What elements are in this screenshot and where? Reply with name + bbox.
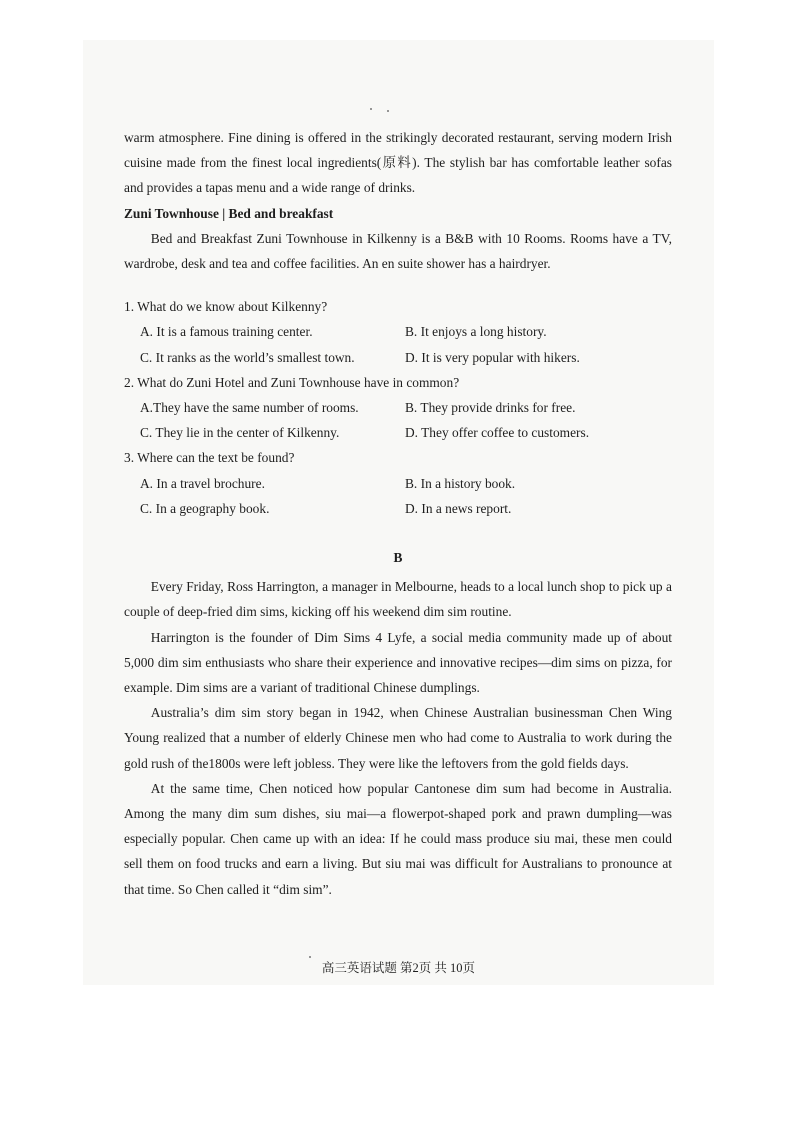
option-b[interactable]: B. It enjoys a long history. xyxy=(405,324,547,340)
passage-b-paragraph: At the same time, Chen noticed how popular Cantonese dim sum had become in Australia. Among the many dim sum dishes, siu mai—a flowerpot-shaped pork and prawn dumpling—was especially popular. Chen came up with an idea: If he could mass produce siu mai, these men could sell them on food trucks and earn a living. But siu mai was difficult for Australians to pronounce at that time. So Chen called it “dim sim”. xyxy=(124,780,672,897)
option-c[interactable]: C. In a geography book. xyxy=(140,500,270,516)
answer-options xyxy=(124,471,672,521)
question-3 xyxy=(124,445,672,521)
passage-b-paragraph: Every Friday, Ross Harrington, a manager in Melbourne, heads to a local lunch shop to pick up a couple of deep-fried dim sims, kicking off his weekend dim sim routine. xyxy=(124,579,672,620)
passage-b-paragraph: Harrington is the founder of Dim Sims 4 Lyfe, a social media community made up of about 5,000 dim sim enthusiasts who share their experience and innovative recipes—dim sims on pizza, for example. Dim sims are a variant of traditional Chinese dumplings. xyxy=(124,629,672,696)
scan-speck xyxy=(387,110,389,112)
page-content xyxy=(124,125,672,902)
option-a[interactable]: A.They have the same number of rooms. xyxy=(140,400,359,416)
answer-options xyxy=(124,395,672,445)
option-c[interactable]: C. They lie in the center of Kilkenny. xyxy=(140,425,340,441)
option-b[interactable]: B. They provide drinks for free. xyxy=(405,400,576,416)
passage-b-paragraph: Australia’s dim sim story began in 1942, when Chinese Australian businessman Chen Wing Young realized that a number of elderly Chinese men who had come to Australia to work during the gold rush of the1800s were left jobless. They were like the leftovers from the gold fields days. xyxy=(124,705,672,771)
townhouse-paragraph: Bed and Breakfast Zuni Townhouse in Kilkenny is a B&B with 10 Rooms. Rooms have a TV, wardrobe, desk and tea and coffee facilities. An en suite shower has a hairdryer. xyxy=(124,230,672,272)
option-d[interactable]: D. In a news report. xyxy=(405,500,512,516)
question-text: 1. What do we know about Kilkenny? xyxy=(124,299,328,315)
townhouse-heading: Zuni Townhouse | Bed and breakfast xyxy=(124,205,334,221)
question-1 xyxy=(124,294,672,370)
page-footer: 高三英语试题 第2页 共 10页 xyxy=(321,961,476,975)
option-d[interactable]: D. It is very popular with hikers. xyxy=(405,349,580,365)
answer-options xyxy=(124,319,672,369)
section-label: B xyxy=(393,550,403,566)
option-a[interactable]: A. In a travel brochure. xyxy=(140,475,265,491)
option-a[interactable]: A. It is a famous training center. xyxy=(140,324,313,340)
option-b[interactable]: B. In a history book. xyxy=(405,475,516,491)
option-d[interactable]: D. They offer coffee to customers. xyxy=(405,425,590,441)
option-c[interactable]: C. It ranks as the world’s smallest town. xyxy=(140,349,355,365)
question-2 xyxy=(124,370,672,446)
passage-a-continuation: warm atmosphere. Fine dining is offered in the strikingly decorated restaurant, serving modern Irish cuisine made from the finest local ingredients(原料). The stylish bar has comfortable leather sofas and provides a tapas menu and a wide range of drinks. xyxy=(124,130,672,196)
question-text: 2. What do Zuni Hotel and Zuni Townhouse have in common? xyxy=(124,374,460,390)
question-text: 3. Where can the text be found? xyxy=(124,450,295,466)
scan-speck xyxy=(370,108,372,110)
